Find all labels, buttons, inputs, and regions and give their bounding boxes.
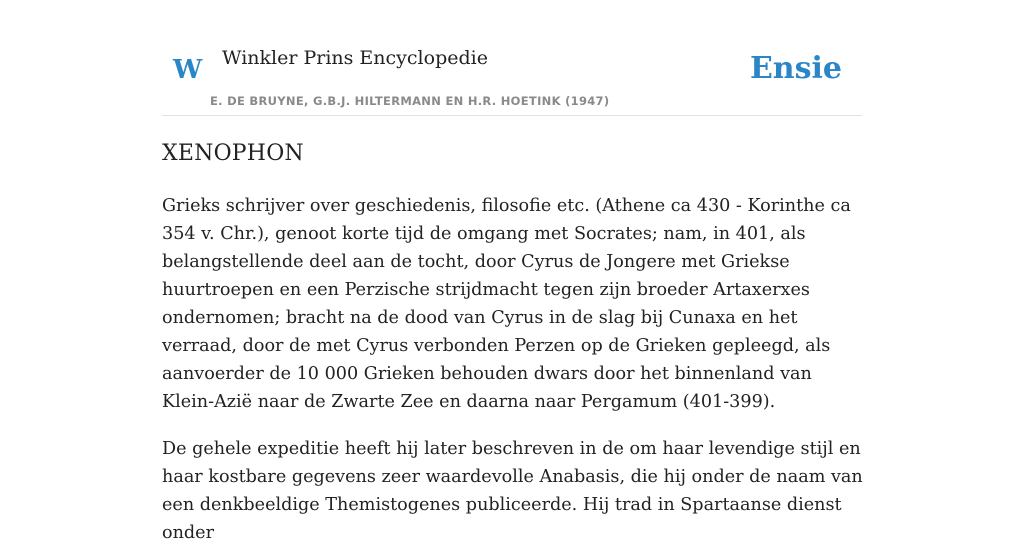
site-header bbox=[162, 0, 862, 116]
article-title: XENOPHON bbox=[162, 141, 304, 166]
article-paragraph: De gehele expeditie heeft hij later beschreven in de om haar levendige stijl en haar kostbare gegevens zeer waardevolle Anabasis, die hij onder de naam van een denkbeeldige Themistogenes publiceerde. Hij trad in Spartaanse dienst onder bbox=[162, 439, 863, 543]
article-paragraph: Grieks schrijver over geschiedenis, filosofie etc. (Athene ca 430 - Korinthe ca 354 v. Chr.), genoot korte tijd de omgang met Socrates; nam, in 401, als belangstellende deel aan de tocht, door Cyrus de Jongere met Griekse huurtroepen en een Perzische strijdmacht tegen zijn broeder Artaxerxes ondernomen; bracht na de dood van Cyrus in de slag bij Cunaxa en het verraad, door de met Cyrus verbonden Perzen op de Grieken gepleegd, als aanvoerder de 10 000 Grieken behouden dwars door het binnenland van Klein-Azië naar de Zwarte Zee en daarna naar Pergamum (401-399). bbox=[162, 196, 851, 412]
article bbox=[162, 136, 864, 547]
winkler-prins-logo[interactable]: W bbox=[173, 55, 203, 85]
source-title[interactable]: Winkler Prins Encyclopedie bbox=[222, 47, 488, 69]
ensie-logo[interactable]: Ensie bbox=[749, 51, 842, 86]
source-authors: E. DE BRUYNE, G.B.J. HILTERMANN EN H.R. HOETINK (1947) bbox=[210, 94, 610, 108]
